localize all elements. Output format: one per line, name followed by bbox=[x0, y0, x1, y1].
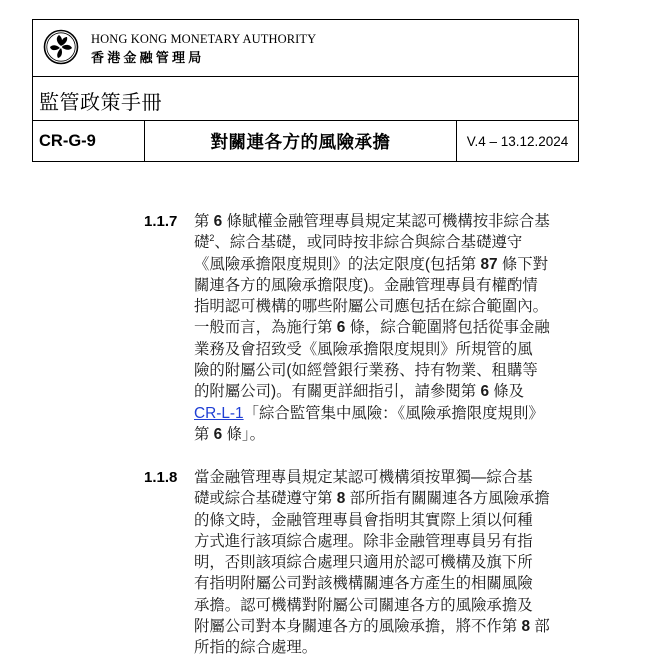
text-line: 承擔。認可機構對附屬公司關連各方的風險承擔及 bbox=[194, 596, 533, 614]
bold-number: 8 bbox=[521, 618, 531, 636]
bold-number: 87 bbox=[480, 255, 498, 273]
paragraph-1-1-8 bbox=[144, 467, 584, 659]
paragraph-number: 1.1.8 bbox=[144, 469, 178, 486]
module-link[interactable]: CR-L-1 bbox=[194, 404, 244, 422]
text-line: 當金融管理專員規定某認可機構須按單獨—綜合基 bbox=[194, 469, 533, 486]
module-code: CR-G-9 bbox=[33, 121, 145, 161]
text-line: 附屬公司對本身關連各方的風險承擔，將不作第 8 部 bbox=[194, 618, 550, 636]
text-line: 指明認可機構的哪些附屬公司應包括在綜合範圍內。 bbox=[194, 298, 548, 316]
text-line: 業務及會招致受《風險承擔限度規則》所規管的風 bbox=[194, 340, 533, 358]
bold-number: 6 bbox=[213, 425, 223, 443]
bold-number: 6 bbox=[213, 213, 223, 230]
paragraph-body bbox=[194, 467, 576, 659]
org-name-en: HONG KONG MONETARY AUTHORITY bbox=[91, 32, 317, 46]
paragraph-number: 1.1.7 bbox=[144, 213, 178, 230]
text-line: 險的附屬公司(如經營銀行業務、持有物業、租購等 bbox=[194, 362, 538, 380]
module-row bbox=[33, 121, 578, 161]
text-line: 礎或綜合基礎遵守第 8 部所指有關關連各方風險承擔 bbox=[194, 490, 550, 508]
text-line: 明，否則該項綜合處理只適用於認可機構及旗下所 bbox=[194, 554, 533, 572]
text-line: 關連各方的風險承擔限度)。金融管理專員有權酌情 bbox=[194, 276, 538, 294]
text-line: 方式進行該項綜合處理。除非金融管理專員另有指 bbox=[194, 532, 533, 550]
text-line: 所指的綜合處理。 bbox=[194, 639, 318, 657]
version-date: V.4 – 13.12.2024 bbox=[466, 133, 569, 149]
text-line: 的條文時，金融管理專員會指明其實際上須以何種 bbox=[194, 511, 533, 529]
text-line: 《風險承擔限度規則》的法定限度(包括第 87 條下對 bbox=[194, 255, 549, 273]
bold-number: 8 bbox=[336, 490, 346, 508]
text-line: 的附屬公司)。有關更詳細指引，請參閱第 6 條及 bbox=[194, 383, 525, 401]
document-header bbox=[32, 19, 579, 162]
text-line: 第 6 條」。 bbox=[194, 425, 265, 443]
text-line: 一般而言，為施行第 6 條，綜合範圍將包括從事金融 bbox=[194, 319, 550, 337]
module-title: 對關連各方的風險承擔 bbox=[145, 121, 457, 161]
org-name-zh: 香港金融管理局 bbox=[91, 50, 205, 65]
manual-title-row bbox=[33, 77, 578, 121]
text-line: CR-L-1「綜合監管集中風險：《風險承擔限度規則》 bbox=[194, 404, 544, 422]
paragraph-1-1-7 bbox=[144, 211, 584, 445]
footnote-ref[interactable]: 2 bbox=[209, 233, 215, 244]
text-line: 第 6 條賦權金融管理專員規定某認可機構按非綜合基 bbox=[194, 213, 550, 230]
bold-number: 6 bbox=[480, 383, 489, 401]
manual-title: 監管政策手冊 bbox=[39, 92, 162, 114]
org-banner bbox=[33, 20, 578, 77]
text-line: 礎$^2$、綜合基礎，或同時按非綜合與綜合基礎遵守 bbox=[194, 233, 523, 252]
bauhinia-logo-icon bbox=[43, 29, 79, 65]
text-line: 有指明附屬公司對該機構關連各方產生的相關風險 bbox=[194, 575, 533, 593]
bold-number: 6 bbox=[336, 319, 346, 337]
paragraph-body bbox=[194, 211, 576, 445]
